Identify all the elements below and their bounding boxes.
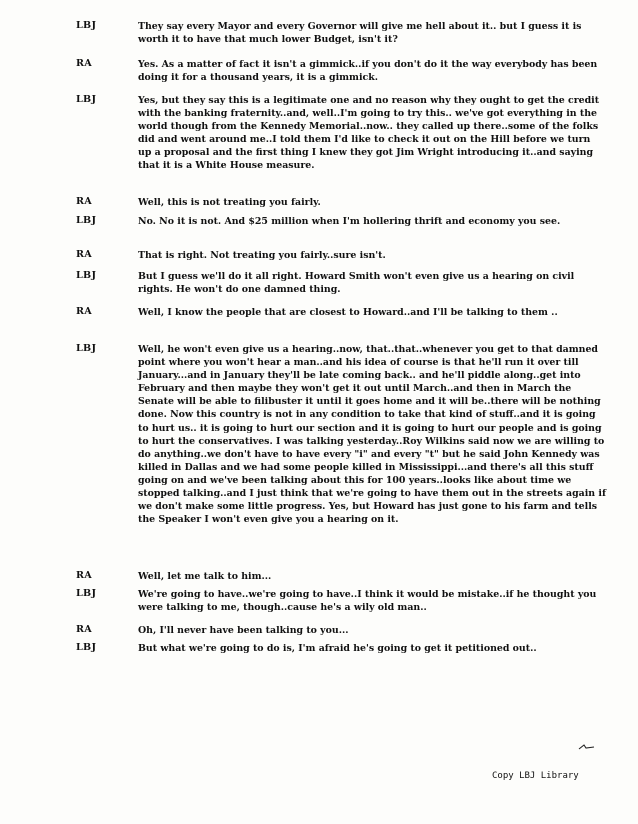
- entry-text: They say every Mayor and every Governor will give me hell about it.. but I guess it is worth it to have that much lower Budget, isn't it?: [138, 21, 582, 46]
- speaker-label: RA: [76, 58, 93, 69]
- speaker-label: LBJ: [76, 94, 97, 105]
- entry-text: Oh, I'll never have been talking to you...: [138, 625, 349, 636]
- speaker-label: RA: [76, 306, 93, 317]
- entry-text: Yes. As a matter of fact it isn't a gimmick..if you don't do it the way everybody has been doing it for a thousand years, it is a gimmick.: [138, 59, 598, 84]
- entry-text: No. No it is not. And $25 million when I'm hollering thrift and economy you see.: [138, 216, 561, 227]
- library-copy-footer: Copy LBJ Library: [492, 771, 579, 781]
- entry-text: But I guess we'll do it all right. Howard Smith won't even give us a hearing on civil rights. He won't do one damned thing.: [138, 271, 575, 296]
- speaker-label: LBJ: [76, 642, 97, 653]
- speaker-label: LBJ: [76, 215, 97, 226]
- entry-text: We're going to have..we're going to have..I think it would be mistake..if he thought you were talking to me, though..cause he's a wily old man..: [138, 589, 597, 614]
- speaker-label: RA: [76, 570, 93, 581]
- speaker-label: LBJ: [76, 343, 97, 354]
- speaker-label: LBJ: [76, 270, 97, 281]
- speaker-label: LBJ: [76, 588, 97, 599]
- entry-text: Well, he won't even give us a hearing..now, that..that..whenever you get to that damned point where you won't hear a man..and his idea of course is that he'll run it over till January...and in January they'll be late coming back.. and he'll piddle along..get into February and then maybe they won't get it out until March..and then in March the Senate will be able to filibuster it until it goes home and it will be..there will be nothing done. Now this country is not in any condition to take that kind of stuff..and it is going to hurt us.. it is going to hurt our section and it is going to hurt our people and is going to hurt the conservatives. I was talking yesterday..Roy Wilkins said now we are willing to do anything..we don't have to have every "i" and every "t" but he said John Kennedy was killed in Dallas and we had some people killed in Mississippi...and there's all this stuff going on and we've been talking about this for 100 years..looks like about time we stopped talking..and I just think that we're going to have them out in the streets again if we don't make some little progress. Yes, but Howard has just gone to his farm and tells the Speaker I won't even give you a hearing on it.: [138, 344, 606, 526]
- entry-text: Well, let me talk to him...: [138, 571, 272, 582]
- entry-text: That is right. Not treating you fairly..sure isn't.: [138, 250, 386, 261]
- entry-text: Well, this is not treating you fairly.: [138, 197, 321, 208]
- pen-mark-icon: [578, 742, 596, 752]
- speaker-label: RA: [76, 624, 93, 635]
- entry-text: Well, I know the people that are closest to Howard..and I'll be talking to them ..: [138, 307, 558, 318]
- entry-text: But what we're going to do is, I'm afraid he's going to get it petitioned out..: [138, 643, 537, 654]
- speaker-label: RA: [76, 249, 93, 260]
- entry-text: Yes, but they say this is a legitimate one and no reason why they ought to get the credit with the banking fraternity..and, well..I'm going to try this.. we've got everything in the world though from the Kennedy Memorial..now.. they called up there..some of the folks did and went around me..I told them I'd like to check it out on the Hill before we turn up a proposal and the first thing I knew they got Jim Wright introducing it..and saying that it is a White House measure.: [138, 95, 600, 172]
- speaker-label: LBJ: [76, 20, 97, 31]
- speaker-label: RA: [76, 196, 93, 207]
